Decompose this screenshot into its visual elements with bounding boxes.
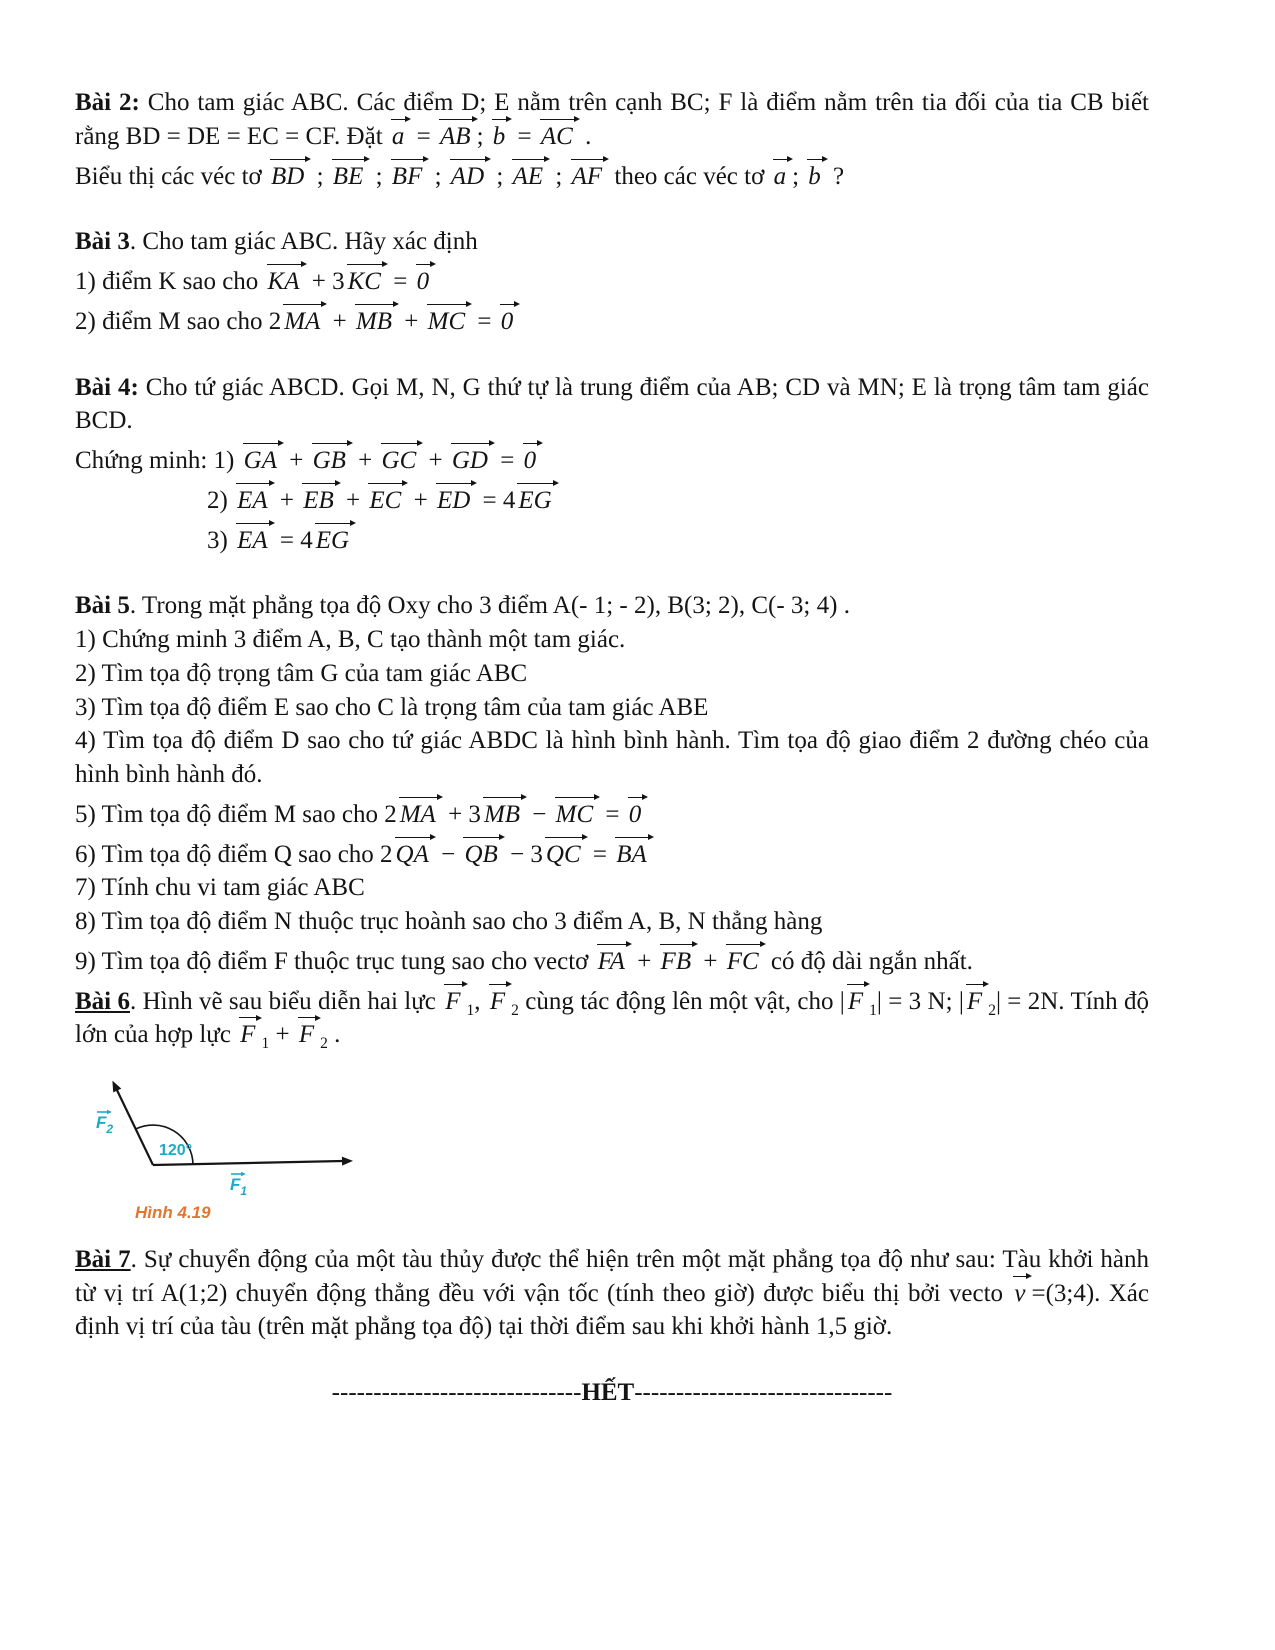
vector-KC: KC (347, 267, 385, 295)
vector-F: F (966, 987, 986, 1015)
vector-BD: BD (270, 162, 308, 190)
bai-3-heading: Bài 3. Cho tam giác ABC. Hãy xác định (75, 228, 478, 256)
vector-MC: MC (555, 800, 598, 828)
vector-0: 0 (523, 446, 541, 474)
vector-F: F (444, 987, 464, 1015)
vector-AE: AE (512, 162, 548, 190)
bai-5-item-5: 5) Tìm tọa độ điểm M sao cho 2 MA + 3 MB − MC = 0 (75, 798, 1149, 832)
vector-f2-arrow (112, 1081, 153, 1165)
vector-MB: MB (355, 307, 396, 335)
vector-v: v (1013, 1279, 1029, 1307)
problem-label: Bài 3 (75, 228, 130, 256)
vector-AB: AB (439, 122, 475, 150)
vector-F: F (489, 987, 509, 1015)
subscript: 1 (869, 1001, 877, 1019)
vector-MA: MA (399, 800, 440, 828)
subscript: 2 (320, 1035, 328, 1053)
svg-text:F1: $F_1$ (230, 1175, 248, 1198)
vector-MB: MB (483, 800, 524, 828)
f2-label (96, 1110, 113, 1136)
subscript: 2 (988, 1001, 996, 1019)
vector-a: a (773, 162, 791, 190)
vector-F: F (239, 1020, 259, 1048)
vector-GC: GC (381, 446, 421, 474)
vector-AF: AF (571, 162, 607, 190)
vector-EC: EC (368, 486, 405, 514)
bai-2-question: Biểu thị các véc tơ BD ; BE ; BF ; AD ; AE ; AF theo các véc tơ a ; b ? (75, 162, 845, 190)
bai-5-item-9: 9) Tìm tọa độ điểm F thuộc trục tung sao cho vectơ FA + FB + FC có độ dài ngắn nhất. (75, 947, 973, 975)
vector-EA: EA (236, 526, 272, 554)
bai-4-item-2: 2) EA + EB + EC + ED = 4 EG (75, 484, 1149, 518)
bai-5-heading: Bài 5. Trong mặt phẳng tọa độ Oxy cho 3 điểm A(- 1; - 2), B(3; 2), C(- 3; 4) . (75, 592, 850, 620)
vector-AD: AD (450, 162, 488, 190)
vector-BE: BE (332, 162, 368, 190)
bai-3-item-2: 2) điểm M sao cho 2 MA + MB + MC = 0 (75, 305, 1149, 339)
problem-label: Bài 4: (75, 373, 139, 401)
bai-4-intro: Bài 4: Cho tứ giác ABCD. Gọi M, N, G thứ tự là trung điểm của AB; CD và MN; E là trọng tâm tam giác BCD. (75, 373, 1149, 435)
vector-F: F (298, 1020, 318, 1048)
bai-5-item-1: 1) Chứng minh 3 điểm A, B, C tạo thành một tam giác. (75, 626, 626, 653)
f1-label (230, 1172, 247, 1198)
vector-MC: MC (427, 307, 470, 335)
problem-label: Bài 7 (75, 1245, 131, 1273)
vector-FC: FC (726, 947, 763, 975)
vector-0: 0 (500, 307, 518, 335)
svg-text:F2: $F_2$ (96, 1113, 114, 1136)
vector-QC: QC (545, 840, 585, 868)
subscript: 1 (261, 1035, 270, 1053)
bai-5-item-8: 8) Tìm tọa độ điểm N thuộc trục hoành sao cho 3 điểm A, B, N thẳng hàng (75, 908, 823, 935)
vector-F: F (847, 987, 867, 1015)
angle-label: 120° (159, 1142, 193, 1159)
vector-FB: FB (660, 947, 696, 975)
vector-FA: FA (597, 947, 629, 975)
bai-5-item-7: 7) Tính chu vi tam giác ABC (75, 874, 365, 902)
bai-5-item-6: 6) Tìm tọa độ điểm Q sao cho 2 QA − QB − 3 QC = BA (75, 838, 1149, 872)
bai-7-intro: Bài 7. Sự chuyển động của một tàu thủy được thể hiện trên một mặt phẳng tọa độ như sau: Tàu khởi hành từ vị trí A(1;2) chuyển động thẳng đều với vận tốc (tính theo giờ) được biểu thị bởi vecto v =(3;4). Xác định vị trí của tàu (trên mặt phẳng tọa độ) tại thời điểm sau khi khởi hành 1,5 giờ. (75, 1245, 1149, 1341)
het-divider: ------------------------------HẾT------------------------------- (331, 1379, 893, 1406)
vector-AC: AC (540, 122, 577, 150)
vector-EA: EA (236, 486, 272, 514)
vector-BF: BF (391, 162, 427, 190)
subscript: 1 (466, 1001, 475, 1019)
vector-EB: EB (302, 486, 338, 514)
problem-label: Bài 2: (75, 89, 140, 116)
vector-QB: QB (463, 840, 501, 868)
figure-hinh-4-19 (91, 1062, 1149, 1237)
bold-text: HẾT (581, 1379, 635, 1406)
vector-BA: BA (615, 840, 651, 868)
bai-2-intro: Bài 2: Cho tam giác ABC. Các điểm D; E nằm trên cạnh BC; F là điểm nằm trên tia đối của tia CB biết rằng BD = DE = EC = CF. Đặt a = AB ; b = AC . (75, 89, 1149, 150)
force-diagram (91, 1062, 401, 1227)
vector-GA: GA (243, 446, 281, 474)
bai-5-item-3: 3) Tìm tọa độ điểm E sao cho C là trọng tâm của tam giác ABE (75, 693, 709, 721)
subscript: 2 (511, 1001, 519, 1019)
vector-EG: EG (315, 526, 353, 554)
bai-3-item-1: 1) điểm K sao cho KA + 3 KC = 0 (75, 265, 1149, 299)
vector-GD: GD (451, 446, 492, 474)
vector-KA: KA (267, 267, 304, 295)
bai-6-intro: Bài 6. Hình vẽ sau biểu diễn hai lực F $_1$, F $_2$ cùng tác động lên một vật, cho | F $_1$| = 3 N; | F $_2$| = 2N. Tính độ lớn của hợp lực F $_1$ + F $_2$ . (75, 987, 1150, 1053)
problem-label: Bài 5 (75, 592, 130, 620)
vector-0: 0 (628, 800, 646, 828)
vector-b: b (492, 122, 510, 150)
bai-4-item-3: 3) EA = 4 EG (75, 524, 1149, 558)
vector-MA: MA (283, 307, 324, 335)
vector-EG: EG (517, 486, 555, 514)
problem-label: Bài 6 (75, 987, 130, 1015)
vector-ED: ED (436, 486, 474, 514)
bai-4-item-1: Chứng minh: 1) GA + GB + GC + GD = 0 (75, 444, 1149, 478)
vector-a: a (391, 122, 409, 150)
bai-5-item-2: 2) Tìm tọa độ trọng tâm G của tam giác ABC (75, 659, 528, 687)
figure-caption: Hình 4.19 (135, 1203, 211, 1222)
vector-b: b (807, 162, 825, 190)
bai-5-item-4: 4) Tìm tọa độ điểm D sao cho tứ giác ABDC là hình bình hành. Tìm tọa độ giao điểm 2 đường chéo của hình bình hành đó. (75, 727, 1149, 788)
vector-QA: QA (395, 840, 433, 868)
vector-0: 0 (416, 267, 434, 295)
vector-GB: GB (312, 446, 350, 474)
